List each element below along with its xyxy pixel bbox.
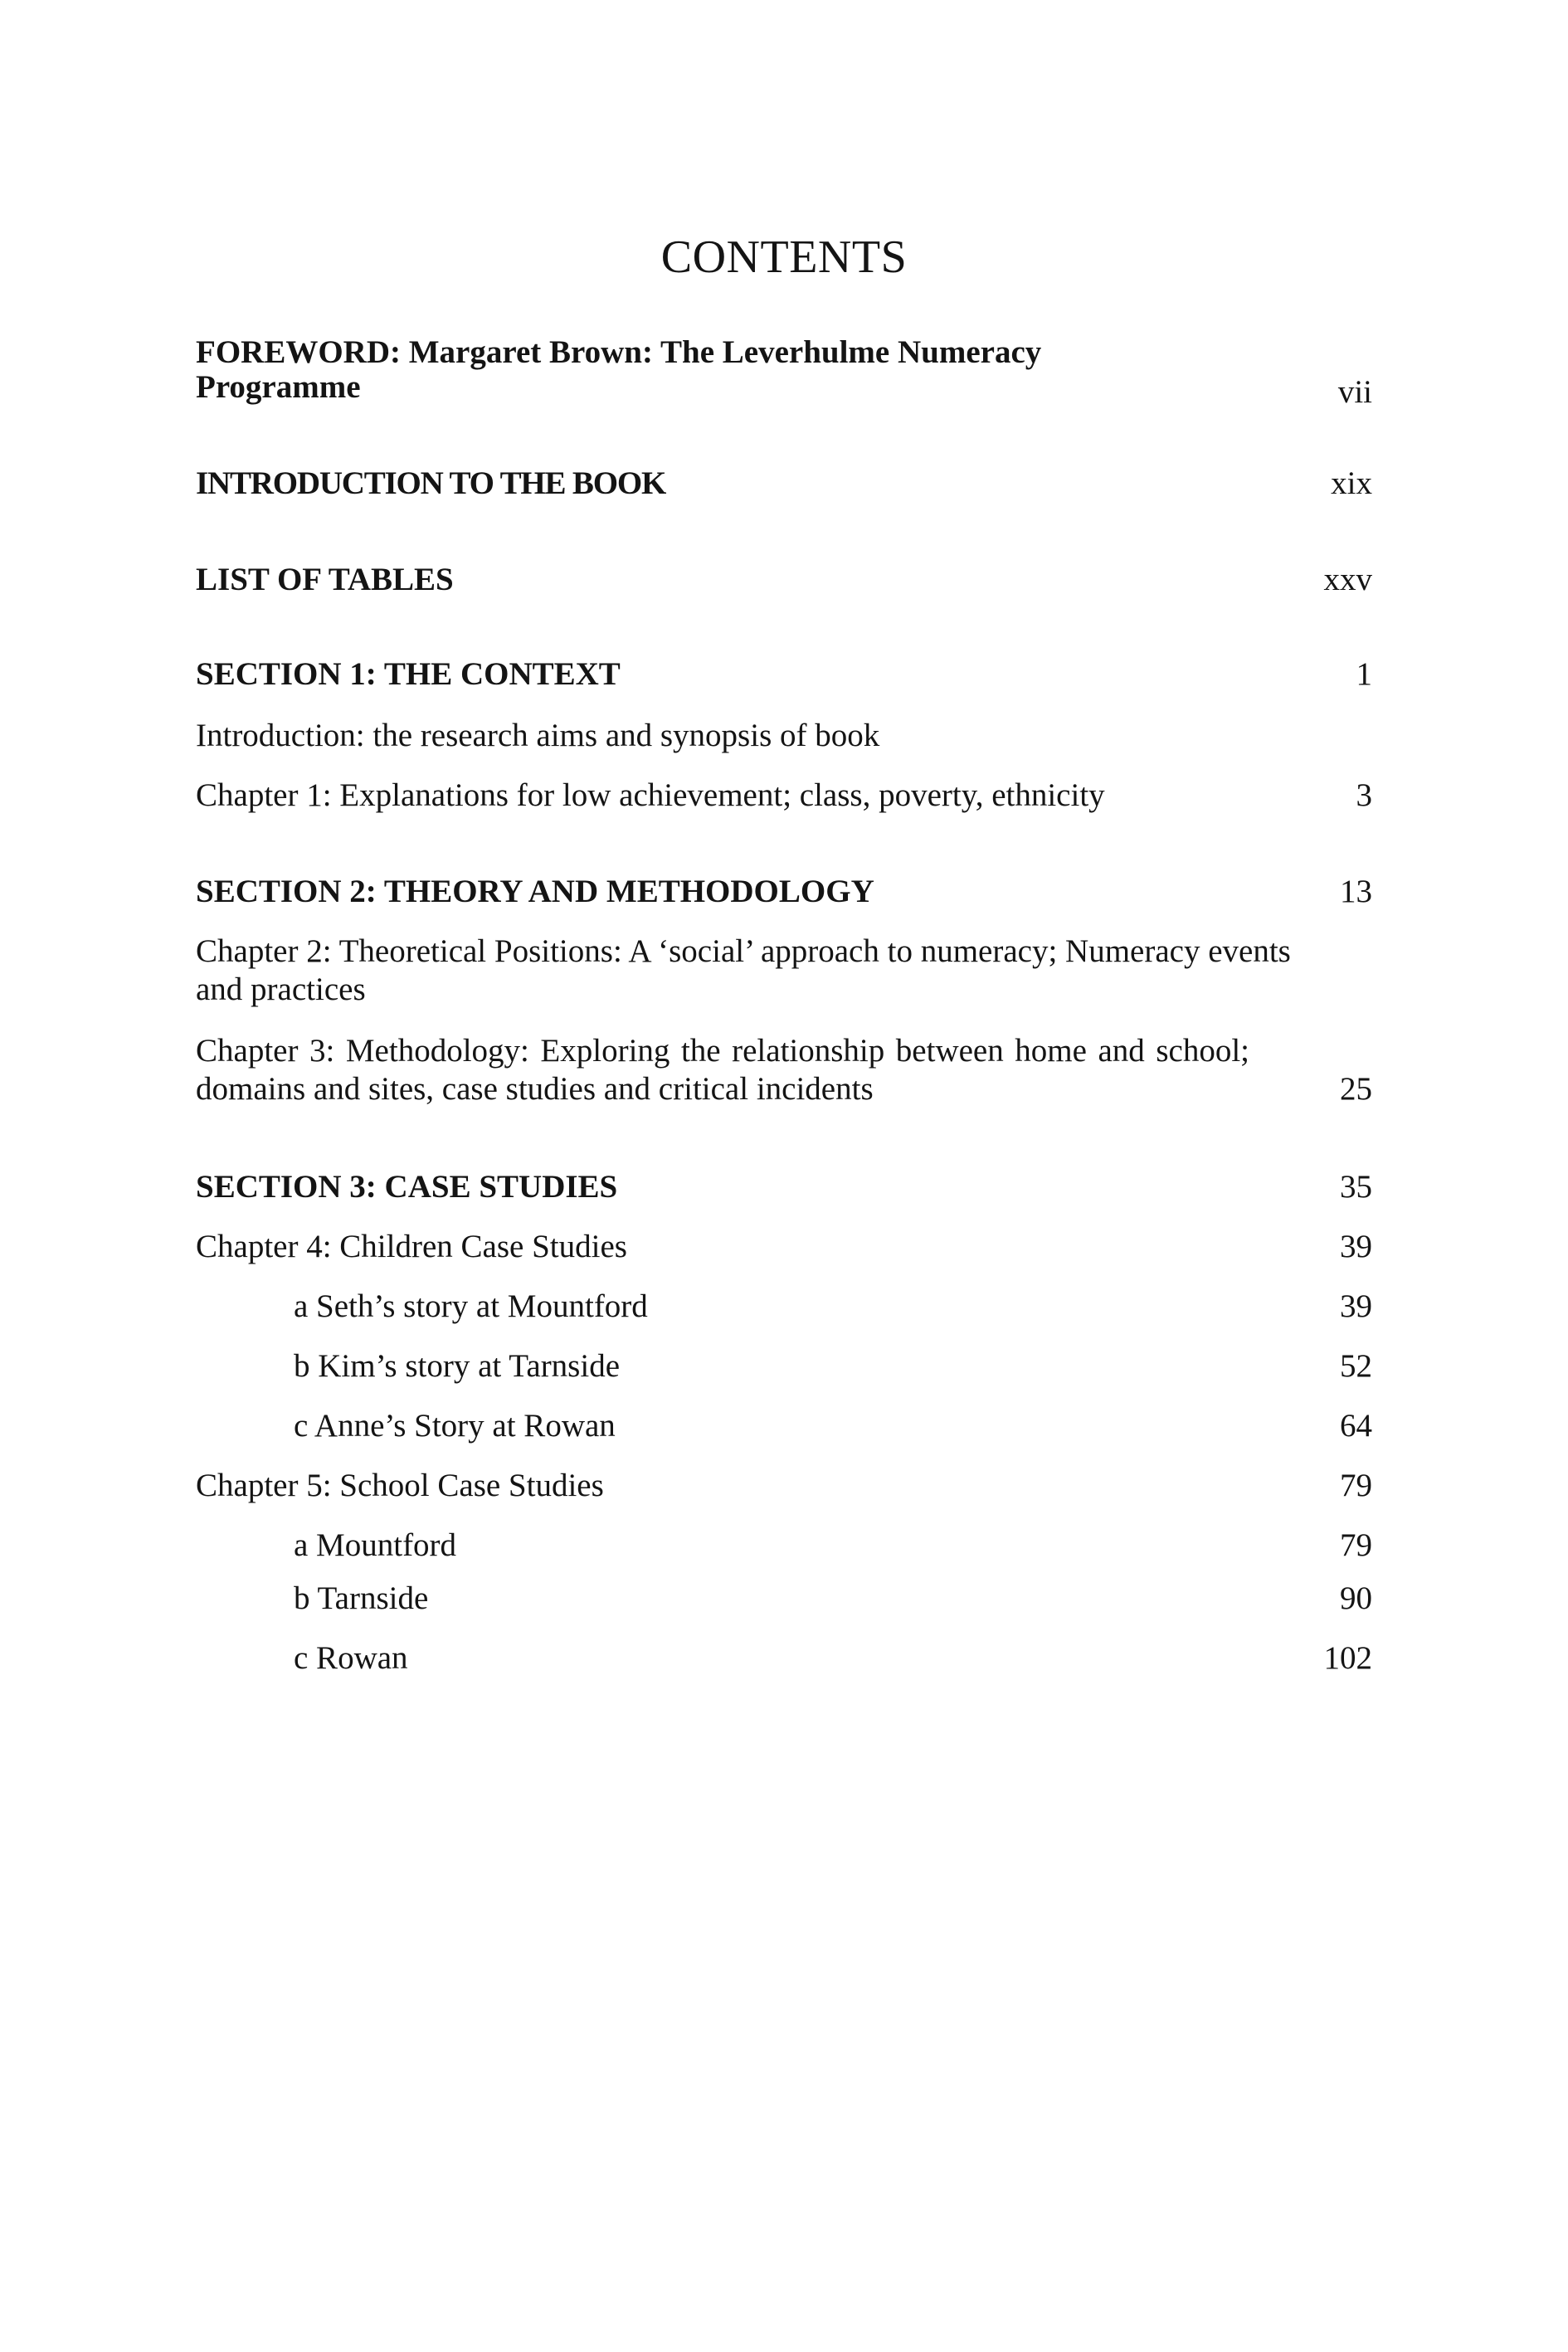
- toc-entry-label: Chapter 2: Theoretical Positions: A ‘social’ approach to numeracy; Numeracy events and practices: [196, 933, 1291, 1007]
- toc-entry-chapter-3[interactable]: [196, 1032, 1372, 1108]
- toc-section-heading: SECTION 2: THEORY AND METHODOLOGY: [196, 874, 874, 909]
- toc-entry-label: Introduction: the research aims and synopsis of book: [196, 718, 880, 753]
- toc-page-number: 39: [1340, 1229, 1372, 1264]
- toc-page-number: 1: [1356, 656, 1372, 692]
- toc-entry-label: a Seth’s story at Mountford: [294, 1288, 648, 1324]
- toc-page-number: xxv: [1323, 562, 1372, 597]
- toc-page-number: 90: [1340, 1580, 1372, 1616]
- toc-entry-label: c Rowan: [294, 1640, 408, 1676]
- toc-entry-label: FOREWORD: Margaret Brown: The Leverhulme Numeracy: [196, 334, 1042, 370]
- toc-page-number: 79: [1340, 1468, 1372, 1503]
- toc-page-number: 13: [1340, 874, 1372, 909]
- toc-page-number: vii: [1337, 374, 1372, 410]
- toc-page-number: 3: [1356, 777, 1372, 813]
- toc-page-number: 39: [1340, 1288, 1372, 1324]
- toc-entry-label: Chapter 3: Methodology: Exploring the relationship between home and school; domains and sites, case studies and critical incidents: [196, 1033, 1249, 1107]
- toc-entry-label-continued: Programme: [196, 369, 361, 405]
- toc-entry-chapter-2[interactable]: [196, 933, 1372, 1009]
- page-title: CONTENTS: [660, 231, 908, 283]
- toc-page-number: 35: [1340, 1169, 1372, 1205]
- toc-entry-foreword[interactable]: [196, 335, 1372, 411]
- toc-entry-label: b Kim’s story at Tarnside: [294, 1348, 621, 1384]
- toc-section-heading: SECTION 1: THE CONTEXT: [196, 656, 621, 692]
- toc-page-number: 25: [1340, 1071, 1372, 1107]
- toc-entry-label: b Tarnside: [294, 1580, 429, 1616]
- toc-entry-label: Chapter 5: School Case Studies: [196, 1468, 604, 1503]
- toc-entry-label: INTRODUCTION TO THE BOOK: [196, 465, 666, 501]
- toc-page-number: 52: [1340, 1348, 1372, 1384]
- toc-page-number: 102: [1323, 1640, 1372, 1676]
- toc-entry-label: a Mountford: [294, 1527, 457, 1563]
- toc-entry-label: Chapter 1: Explanations for low achievement; class, poverty, ethnicity: [196, 777, 1105, 813]
- toc-page-number: xix: [1331, 465, 1372, 501]
- toc-page-number: 64: [1340, 1408, 1372, 1444]
- toc-entry-label: c Anne’s Story at Rowan: [294, 1408, 616, 1444]
- toc-page-number: 79: [1340, 1527, 1372, 1563]
- toc-entry-label: Chapter 4: Children Case Studies: [196, 1229, 627, 1264]
- toc-entry-label: LIST OF TABLES: [196, 562, 454, 597]
- toc-section-heading: SECTION 3: CASE STUDIES: [196, 1169, 618, 1205]
